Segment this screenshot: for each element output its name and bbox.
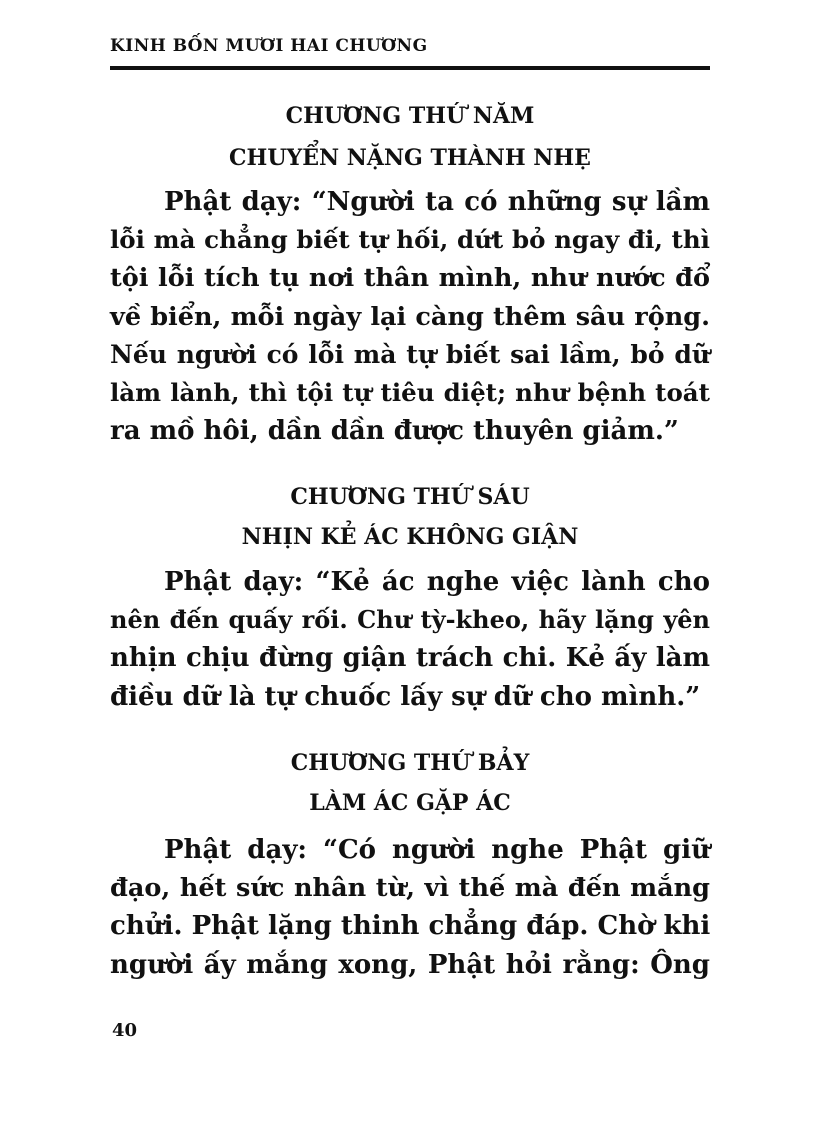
page-number: 40	[112, 1020, 138, 1041]
body-line: điều dữ là tự chuốc lấy sự dữ cho mình.”	[110, 681, 701, 712]
chapter-heading	[110, 746, 710, 822]
header-rule	[110, 66, 710, 70]
chapter-title: CHUYỂN NẶNG THÀNH NHẸ	[229, 145, 591, 171]
chapter-number: CHƯƠNG THỨ BẢY	[290, 750, 530, 776]
body-line: làm lành, thì tội tự tiêu diệt; như bệnh toát	[110, 378, 710, 408]
body-line: Phật dạy: “Có người nghe Phật giữ	[164, 835, 710, 865]
chapter-body	[110, 183, 710, 450]
chapter-body	[110, 563, 710, 716]
running-header: KINH BỐN MƯƠI HAI CHƯƠNG	[110, 36, 428, 56]
chapter-heading	[110, 101, 710, 177]
body-line: Nếu người có lỗi mà tự biết sai lầm, bỏ dữ	[110, 339, 710, 369]
chapter-number: CHƯƠNG THỨ SÁU	[290, 484, 530, 510]
chapter-title: LÀM ÁC GẶP ÁC	[309, 790, 511, 816]
body-line: về biển, mỗi ngày lại càng thêm sâu rộng.	[110, 301, 710, 332]
body-line: lỗi mà chẳng biết tự hối, dứt bỏ ngay đi, thì	[110, 225, 710, 255]
body-line: chửi. Phật lặng thinh chẳng đáp. Chờ khi	[110, 911, 711, 942]
body-line: nhịn chịu đừng giận trách chi. Kẻ ấy làm	[110, 643, 710, 674]
body-line: Phật dạy: “Người ta có những sự lầm	[164, 187, 710, 217]
body-line: đạo, hết sức nhân từ, vì thế mà đến mắng	[110, 873, 710, 904]
chapter-number: CHƯƠNG THỨ NĂM	[285, 103, 535, 129]
body-line: ra mồ hôi, dần dần được thuyên giảm.”	[110, 416, 679, 447]
body-line: Phật dạy: “Kẻ ác nghe việc lành cho	[164, 567, 710, 597]
chapter-title: NHỊN KẺ ÁC KHÔNG GIẬN	[241, 524, 579, 550]
chapter-body	[110, 831, 710, 984]
body-line: người ấy mắng xong, Phật hỏi rằng: Ông	[110, 949, 710, 980]
body-line: nên đến quấy rối. Chư tỳ-kheo, hãy lặng yên	[110, 605, 710, 635]
body-line: tội lỗi tích tụ nơi thân mình, như nước đổ	[110, 263, 710, 294]
chapter-heading	[110, 480, 710, 556]
